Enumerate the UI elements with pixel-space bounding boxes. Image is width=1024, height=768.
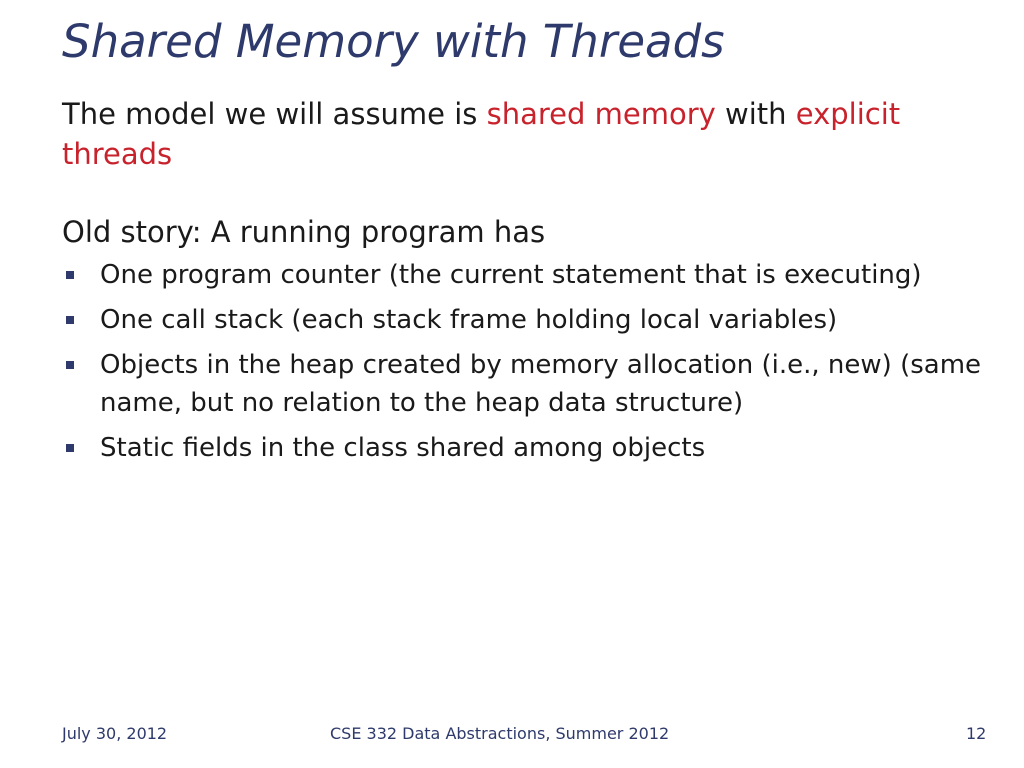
square-bullet-icon bbox=[66, 444, 74, 452]
bullet-list bbox=[62, 256, 992, 467]
bullet-text: One call stack (each stack frame holding local variables) bbox=[100, 305, 838, 335]
bullet-item bbox=[62, 301, 992, 339]
slide-title: Shared Memory with Threads bbox=[62, 15, 725, 68]
page-number: 12 bbox=[966, 724, 987, 743]
bullet-text: Objects in the heap created by memory allocation (i.e., new) (same name, but no relation to the heap data structure) bbox=[100, 350, 982, 418]
slide-body bbox=[62, 94, 992, 474]
square-bullet-icon bbox=[66, 361, 74, 369]
bullet-item bbox=[62, 429, 992, 467]
intro-paragraph bbox=[62, 94, 992, 174]
footer-course-title: CSE 332 Data Abstractions, Summer 2012 bbox=[330, 724, 670, 743]
highlight-explicit-threads: explicit threads bbox=[62, 97, 901, 171]
story-heading: Old story: A running program has bbox=[62, 215, 546, 249]
bullet-text: Static fields in the class shared among objects bbox=[100, 433, 706, 463]
square-bullet-icon bbox=[66, 271, 74, 279]
intro-text-2: with bbox=[715, 97, 796, 131]
bullet-text: One program counter (the current statement that is executing) bbox=[100, 260, 922, 290]
bullet-item bbox=[62, 256, 992, 294]
intro-text-1: The model we will assume is bbox=[62, 97, 487, 131]
square-bullet-icon bbox=[66, 316, 74, 324]
bullet-item bbox=[62, 346, 992, 422]
highlight-shared-memory: shared memory bbox=[486, 97, 716, 131]
footer-date: July 30, 2012 bbox=[62, 724, 168, 743]
